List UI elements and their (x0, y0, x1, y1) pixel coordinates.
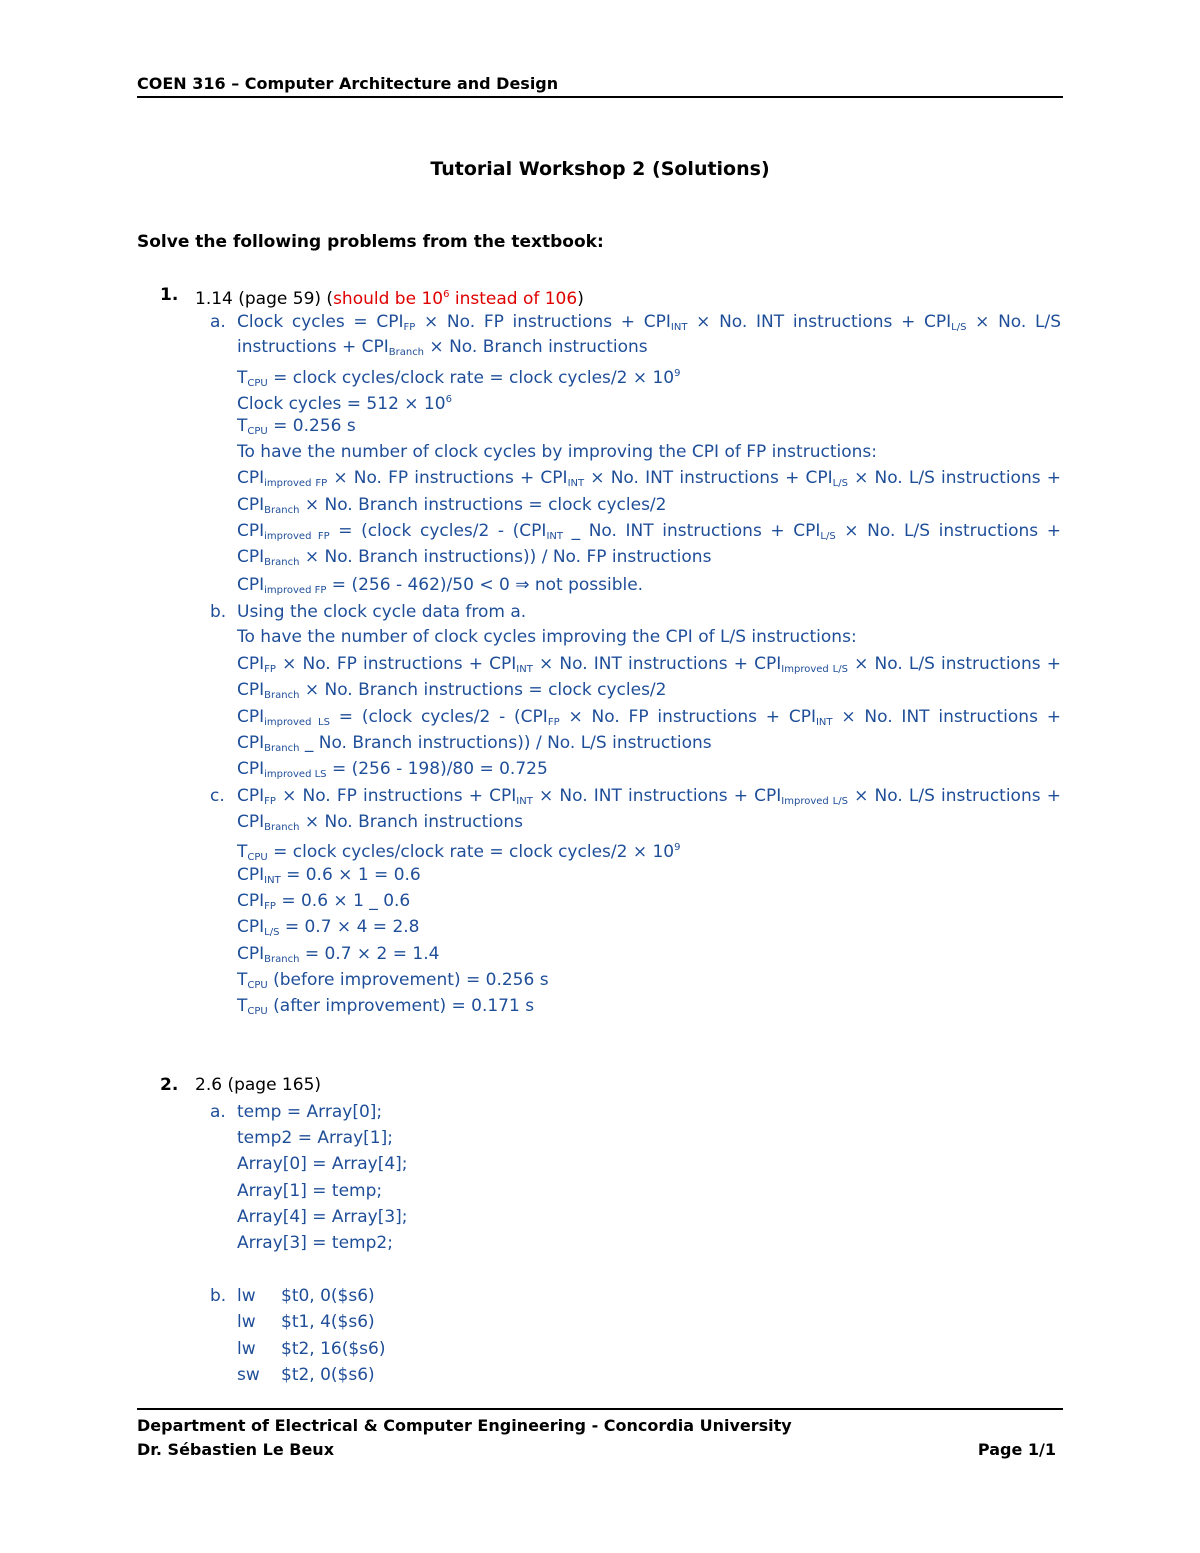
q1c-cpi-branch: $CPI_{Branch} = 0.7 \times 2 = 1.4$ (237, 944, 440, 965)
q1a-line-2: instructions + $CPI_{Branch} \times No$. Branch instructions (237, 337, 648, 358)
q1c-marker: c. (210, 786, 225, 806)
q1a-clock-cycles: Clock cycles = $512 \times 10^6$ (237, 394, 452, 414)
q2-number: 2. (160, 1075, 179, 1095)
q1-note-open: ( (326, 289, 334, 309)
q2a-line: Array[1] = temp; (237, 1181, 383, 1201)
q1c-cpi-ls: $CPI_{L/S} = 0.7 \times 4 = 2.8$ (237, 917, 420, 938)
q2b-code-line: lw $t2, 16($s6) (237, 1339, 386, 1359)
q1c-eq-line-2: $CPI_{Branch} \times No$. Branch instructions (237, 812, 524, 833)
q1c-tcpu-formula: $T_{CPU}$ = clock cycles/clock rate = clock cycles/2 × $10^9$ (237, 842, 681, 863)
q2a-marker: a. (210, 1102, 226, 1122)
q1a-line-1: Clock cycles = $CPI_{FP} \times No$. FP instructions + $CPI_{INT} \times No$. INT instructions + $CPI_{L/S} \times No$. L/S (237, 312, 1062, 333)
q2a-line: Array[3] = temp2; (237, 1233, 393, 1253)
q2a-line: temp = Array[0]; (237, 1102, 383, 1122)
q1a-tcpu-formula: $T_{CPU}$ = clock cycles/clock rate = clock cycles/2 × $10^9$ (237, 368, 681, 389)
q1-heading (195, 284, 584, 310)
q1a-eq1-line-1: $CPI_{improved FP} \times No$. FP instructions + $CPI_{INT} \times No$. INT instructions + $CPI_{L/S} \times No$. L/S instructions + (237, 468, 1061, 489)
q2a-line: Array[4] = Array[3]; (237, 1207, 408, 1227)
q2b-code-line: lw $t0, 0($s6) (237, 1286, 375, 1306)
q1a-marker: a. (210, 312, 226, 332)
q1b-marker: b. (210, 602, 227, 622)
q1a-eq1-line-2: $CPI_{Branch} \times No$. Branch instructions = clock cycles/2 (237, 495, 667, 516)
q1-note: should be $10^6$ instead of 106 (333, 289, 578, 309)
q2b-code-line: sw $t2, 0($s6) (237, 1365, 375, 1385)
q1-number: 1. (160, 285, 179, 305)
intro-text: Solve the following problems from the textbook: (137, 232, 604, 252)
q1c-cpi-fp: $CPI_{FP} = 0.6 \times 1$ _ 0.6 (237, 891, 411, 912)
q1a-to-have: To have the number of clock cycles by improving the CPI of FP instructions: (237, 442, 877, 462)
q1b-eq2-line-2: $CPI_{Branch}$ _ No. Branch instructions)) / No. L/S instructions (237, 733, 712, 754)
q1c-tcpu-after: $T_{CPU}$ (after improvement) = 0.171 s (237, 996, 535, 1017)
q1-ref: 1.14 (page 59) (195, 289, 322, 309)
q1b-eq1-line-1: $CPI_{FP} \times No$. FP instructions + $CPI_{INT} \times No$. INT instructions + $CPI_{Improved L/S} \times No$. L/S instructions + (237, 654, 1061, 675)
q1a-eq2-line-2: $CPI_{Branch} \times No$. Branch instructions)) / No. FP instructions (237, 547, 712, 568)
footer-dept: Department of Electrical & Computer Engineering - Concordia University (137, 1416, 792, 1435)
q1a-eq2-line-1: $CPI_{improved FP}$ = (clock cycles/2 - ($CPI_{INT}$ _ No. INT instructions + $CPI_{L/S} \times No$. L/S instructions + (237, 521, 1061, 542)
q1b-result: $CPI_{improved LS} = (256 - 198)/80 = 0.725$ (237, 759, 548, 780)
q2a-line: Array[0] = Array[4]; (237, 1154, 408, 1174)
q2-ref: 2.6 (page 165) (195, 1075, 322, 1095)
q1c-eq-line-1: $CPI_{FP} \times No$. FP instructions + $CPI_{INT} \times No$. INT instructions + $CPI_{Improved L/S} \times No$. L/S instructions + (237, 786, 1061, 807)
q2b-marker: b. (210, 1286, 227, 1306)
q1c-tcpu-before: $T_{CPU}$ (before improvement) = 0.256 s (237, 970, 549, 991)
q1b-eq2-line-1: $CPI_{improved LS}$ = (clock cycles/2 - ($CPI_{FP} \times No$. FP instructions + $CPI_{INT} \times No$. INT instructions + (237, 707, 1061, 728)
q1a-result: $CPI_{improved FP} = (256 - 462)/50 < 0$ ⇒ not possible. (237, 575, 644, 596)
q2a-line: temp2 = Array[1]; (237, 1128, 393, 1148)
q1b-to-have: To have the number of clock cycles improving the CPI of L/S instructions: (237, 627, 857, 647)
q1c-cpi-int: $CPI_{INT} = 0.6 \times 1 = 0.6$ (237, 865, 421, 886)
q2b-code-line: lw $t1, 4($s6) (237, 1312, 375, 1332)
course-header: COEN 316 – Computer Architecture and Design (137, 74, 559, 93)
q1-note-close: ) (577, 289, 584, 309)
q1b-eq1-line-2: $CPI_{Branch} \times No$. Branch instructions = clock cycles/2 (237, 680, 667, 701)
q1a-tcpu-value: $T_{CPU} = 0.256$ s (237, 416, 356, 437)
header-rule (137, 96, 1063, 98)
footer-rule (137, 1408, 1063, 1410)
q1b-using: Using the clock cycle data from a. (237, 602, 527, 622)
page-title: Tutorial Workshop 2 (Solutions) (430, 158, 770, 180)
footer-page-number: Page 1/1 (977, 1440, 1056, 1459)
footer-author: Dr. Sébastien Le Beux (137, 1440, 335, 1459)
